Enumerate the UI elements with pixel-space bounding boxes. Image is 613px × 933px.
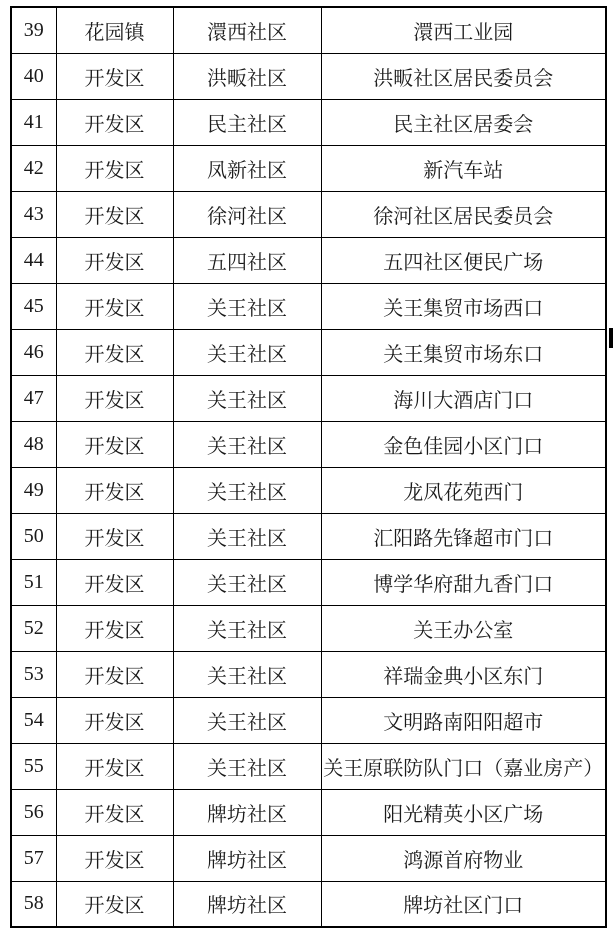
cell-community: 澴西社区 <box>173 7 321 53</box>
cell-town: 开发区 <box>56 559 173 605</box>
cell-town: 开发区 <box>56 375 173 421</box>
cell-town: 开发区 <box>56 283 173 329</box>
cell-community: 关王社区 <box>173 421 321 467</box>
cell-location: 关王集贸市场东口 <box>321 329 606 375</box>
cell-town: 开发区 <box>56 881 173 927</box>
cell-row-number: 39 <box>11 7 56 53</box>
table-row <box>11 651 606 697</box>
table-row <box>11 7 606 53</box>
cell-row-number: 46 <box>11 329 56 375</box>
cell-community: 五四社区 <box>173 237 321 283</box>
cell-community: 牌坊社区 <box>173 881 321 927</box>
cell-row-number: 54 <box>11 697 56 743</box>
cell-location: 关王办公室 <box>321 605 606 651</box>
table-row <box>11 743 606 789</box>
cell-location: 澴西工业园 <box>321 7 606 53</box>
cell-location: 祥瑞金典小区东门 <box>321 651 606 697</box>
cell-location: 洪畈社区居民委员会 <box>321 53 606 99</box>
cell-location: 徐河社区居民委员会 <box>321 191 606 237</box>
cell-location: 金色佳园小区门口 <box>321 421 606 467</box>
cell-community: 关王社区 <box>173 605 321 651</box>
cell-town: 开发区 <box>56 99 173 145</box>
cell-community: 关王社区 <box>173 329 321 375</box>
cell-location: 汇阳路先锋超市门口 <box>321 513 606 559</box>
cell-row-number: 42 <box>11 145 56 191</box>
table-row <box>11 145 606 191</box>
cell-town: 开发区 <box>56 53 173 99</box>
cell-location: 龙凤花苑西门 <box>321 467 606 513</box>
cell-town: 开发区 <box>56 329 173 375</box>
cell-row-number: 45 <box>11 283 56 329</box>
cell-community: 关王社区 <box>173 283 321 329</box>
cell-row-number: 49 <box>11 467 56 513</box>
cell-row-number: 52 <box>11 605 56 651</box>
cell-community: 关王社区 <box>173 559 321 605</box>
table-row <box>11 697 606 743</box>
cell-community: 民主社区 <box>173 99 321 145</box>
cell-location: 关王原联防队门口（嘉业房产） <box>321 743 606 789</box>
cell-community: 关王社区 <box>173 743 321 789</box>
cell-town: 开发区 <box>56 743 173 789</box>
table-row <box>11 237 606 283</box>
table-row <box>11 421 606 467</box>
table-row <box>11 467 606 513</box>
right-edge-mark <box>609 328 613 348</box>
cell-location: 关王集贸市场西口 <box>321 283 606 329</box>
cell-row-number: 47 <box>11 375 56 421</box>
table-body <box>11 7 606 927</box>
cell-community: 凤新社区 <box>173 145 321 191</box>
table-row <box>11 329 606 375</box>
cell-community: 洪畈社区 <box>173 53 321 99</box>
cell-town: 开发区 <box>56 789 173 835</box>
table-row <box>11 53 606 99</box>
table-row <box>11 99 606 145</box>
cell-community: 关王社区 <box>173 697 321 743</box>
cell-row-number: 48 <box>11 421 56 467</box>
cell-town: 开发区 <box>56 605 173 651</box>
cell-community: 牌坊社区 <box>173 835 321 881</box>
cell-community: 关王社区 <box>173 467 321 513</box>
cell-community: 牌坊社区 <box>173 789 321 835</box>
cell-row-number: 58 <box>11 881 56 927</box>
cell-town: 花园镇 <box>56 7 173 53</box>
table-row <box>11 191 606 237</box>
cell-town: 开发区 <box>56 697 173 743</box>
table-row <box>11 835 606 881</box>
cell-town: 开发区 <box>56 467 173 513</box>
cell-row-number: 43 <box>11 191 56 237</box>
cell-row-number: 53 <box>11 651 56 697</box>
table-row <box>11 881 606 927</box>
table-row <box>11 283 606 329</box>
cell-row-number: 55 <box>11 743 56 789</box>
cell-row-number: 57 <box>11 835 56 881</box>
cell-row-number: 51 <box>11 559 56 605</box>
cell-town: 开发区 <box>56 145 173 191</box>
cell-community: 关王社区 <box>173 651 321 697</box>
cell-community: 徐河社区 <box>173 191 321 237</box>
cell-location: 博学华府甜九香门口 <box>321 559 606 605</box>
cell-row-number: 50 <box>11 513 56 559</box>
cell-town: 开发区 <box>56 421 173 467</box>
cell-location: 新汽车站 <box>321 145 606 191</box>
table-row <box>11 789 606 835</box>
cell-town: 开发区 <box>56 513 173 559</box>
cell-location: 五四社区便民广场 <box>321 237 606 283</box>
cell-location: 海川大酒店门口 <box>321 375 606 421</box>
cell-row-number: 40 <box>11 53 56 99</box>
monitoring-points-table <box>10 6 607 928</box>
cell-community: 关王社区 <box>173 375 321 421</box>
cell-location: 牌坊社区门口 <box>321 881 606 927</box>
table-row <box>11 605 606 651</box>
cell-location: 民主社区居委会 <box>321 99 606 145</box>
cell-town: 开发区 <box>56 237 173 283</box>
table-row <box>11 559 606 605</box>
table-row <box>11 375 606 421</box>
cell-row-number: 56 <box>11 789 56 835</box>
cell-community: 关王社区 <box>173 513 321 559</box>
cell-location: 阳光精英小区广场 <box>321 789 606 835</box>
table-row <box>11 513 606 559</box>
cell-row-number: 41 <box>11 99 56 145</box>
cell-town: 开发区 <box>56 191 173 237</box>
cell-location: 文明路南阳阳超市 <box>321 697 606 743</box>
cell-town: 开发区 <box>56 651 173 697</box>
cell-town: 开发区 <box>56 835 173 881</box>
cell-row-number: 44 <box>11 237 56 283</box>
cell-location: 鸿源首府物业 <box>321 835 606 881</box>
